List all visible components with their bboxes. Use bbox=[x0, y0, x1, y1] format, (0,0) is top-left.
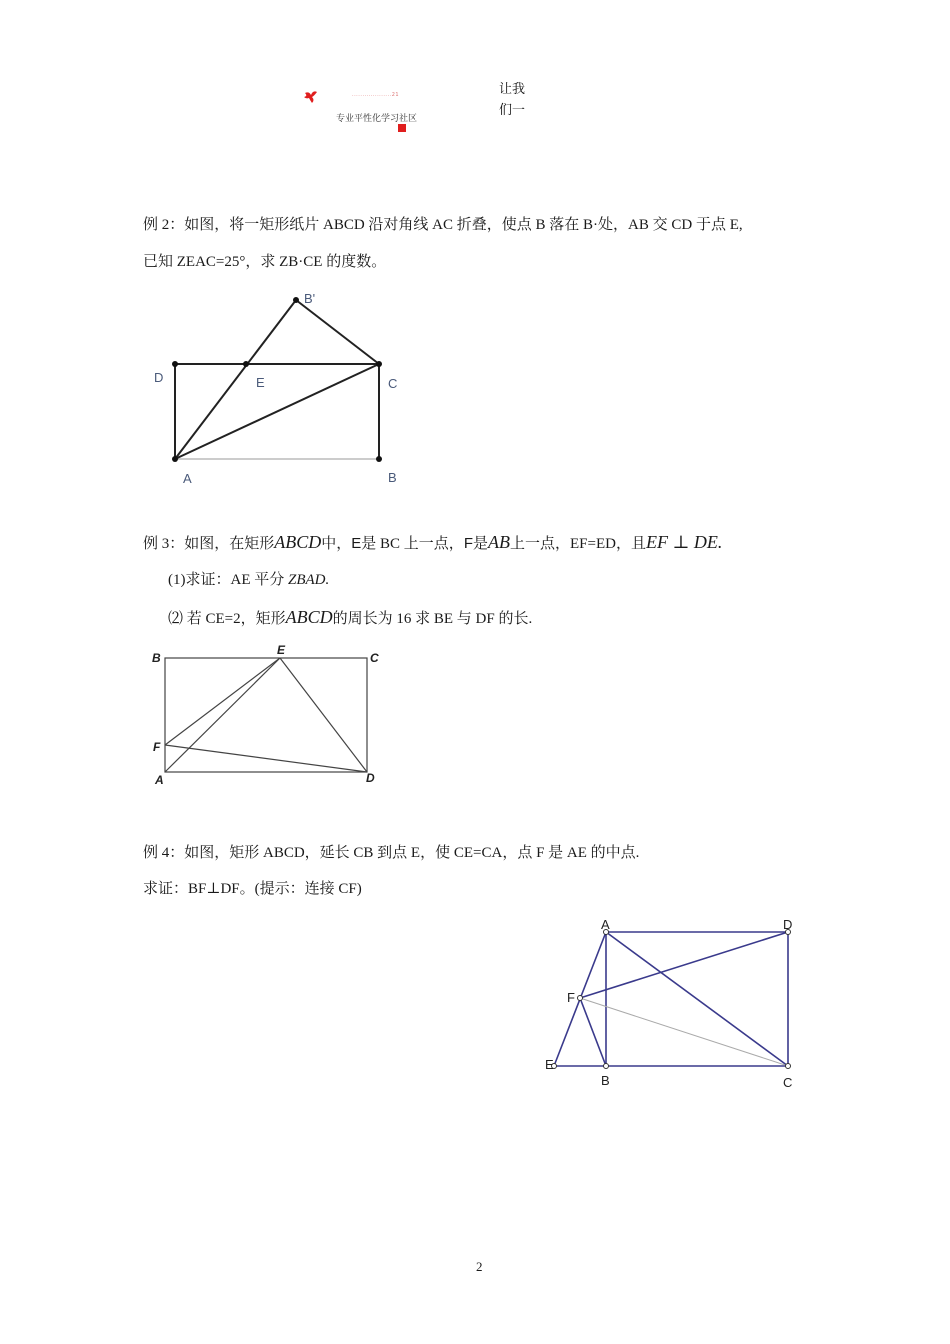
logo-icon bbox=[303, 90, 319, 104]
fig2-label-a: A bbox=[183, 471, 192, 486]
example-3-line-1 bbox=[143, 531, 722, 555]
header-side-line-1: 让我 bbox=[499, 82, 526, 97]
ex3-ab: AB bbox=[488, 532, 510, 552]
ex3-f: F bbox=[463, 535, 473, 552]
fig2-segment-ac bbox=[175, 364, 379, 459]
fig2-label-b-prime: B' bbox=[304, 291, 316, 306]
fig4-label-a: A bbox=[601, 917, 610, 932]
fig3-segment-fe bbox=[165, 658, 280, 745]
fig4-label-d: D bbox=[783, 917, 793, 932]
header-subtitle: 专业平性化学习社区 bbox=[336, 114, 418, 124]
example-4-line-1: 例 4：如图，矩形 ABCD，延长 CB 到点 E，使 CE=CA，点 F 是 AE 的中点. bbox=[143, 845, 640, 861]
fig3-rectangle bbox=[165, 658, 367, 772]
ex3-abcd: ABCD bbox=[274, 532, 322, 552]
ex3-q1-angle: ZBAD. bbox=[288, 572, 330, 588]
example-3-question-2 bbox=[168, 606, 532, 630]
example-4-line-2: 求证：BF⊥DF。(提示：连接 CF) bbox=[143, 881, 362, 897]
fig3-label-b: B bbox=[152, 651, 161, 665]
figure-3 bbox=[145, 640, 395, 795]
fig4-label-b: B bbox=[601, 1073, 610, 1088]
fig3-segment-ae bbox=[165, 658, 280, 772]
ex3-mid3: 是 bbox=[472, 536, 488, 552]
example-2-line-1: 例 2：如图，将一矩形纸片 ABCD 沿对角线 AC 折叠，使点 B 落在 B·处，AB 交 CD 于点 E, bbox=[143, 217, 743, 233]
ex3-q2-abcd: ABCD bbox=[285, 607, 333, 627]
fig2-label-b: B bbox=[388, 470, 397, 485]
fig3-segment-ed bbox=[280, 658, 367, 772]
example-2-line-2: 已知 ZEAC=25°，求 ZB·CE 的度数。 bbox=[143, 254, 387, 270]
fig4-label-f: F bbox=[567, 990, 575, 1005]
fig3-label-f: F bbox=[153, 740, 161, 754]
ex3-q2-suffix: 的周长为 16 求 BE 与 DF 的长. bbox=[332, 611, 533, 627]
header-tiny-text: ...................21 bbox=[352, 92, 400, 98]
fig2-segment-b-prime-c bbox=[296, 300, 379, 364]
fig4-label-c: C bbox=[783, 1075, 793, 1090]
page-number: 2 bbox=[476, 1259, 483, 1274]
ex3-q1-text: (1)求证：AE 平分 bbox=[168, 572, 288, 588]
fig4-label-e: E bbox=[545, 1057, 554, 1072]
ex3-prefix: 例 3：如图，在矩形 bbox=[143, 536, 275, 552]
ex3-mid2: 是 BC 上一点， bbox=[361, 536, 464, 552]
logo-square bbox=[398, 124, 406, 132]
fig2-label-d: D bbox=[154, 370, 164, 385]
fig2-label-c: C bbox=[388, 376, 398, 391]
ex3-mid1: 中， bbox=[321, 536, 352, 552]
fig3-segment-fd bbox=[165, 745, 367, 772]
fig3-label-a: A bbox=[155, 773, 164, 787]
fig3-label-d: D bbox=[366, 771, 375, 785]
figure-4 bbox=[540, 912, 810, 1094]
ex3-ef-perp-de: EF ⊥ DE. bbox=[645, 532, 723, 552]
fig2-label-e: E bbox=[256, 375, 265, 390]
figure-2 bbox=[140, 285, 420, 495]
fig4-segment-fd bbox=[580, 932, 788, 998]
fig3-label-e: E bbox=[277, 643, 286, 657]
fig4-segment-ac bbox=[606, 932, 788, 1066]
fig4-segment-fc bbox=[580, 998, 788, 1066]
header-side-line-2: 们一 bbox=[499, 103, 526, 118]
ex3-q2-prefix: ⑵ 若 CE=2，矩形 bbox=[168, 611, 286, 627]
ex3-e: E bbox=[351, 535, 362, 552]
fig2-segment-ab-prime bbox=[175, 300, 296, 459]
example-3-question-1 bbox=[168, 569, 329, 591]
fig4-segment-fb bbox=[580, 998, 606, 1066]
ex3-mid4: 上一点，EF=ED，且 bbox=[510, 536, 646, 552]
fig3-label-c: C bbox=[370, 651, 379, 665]
